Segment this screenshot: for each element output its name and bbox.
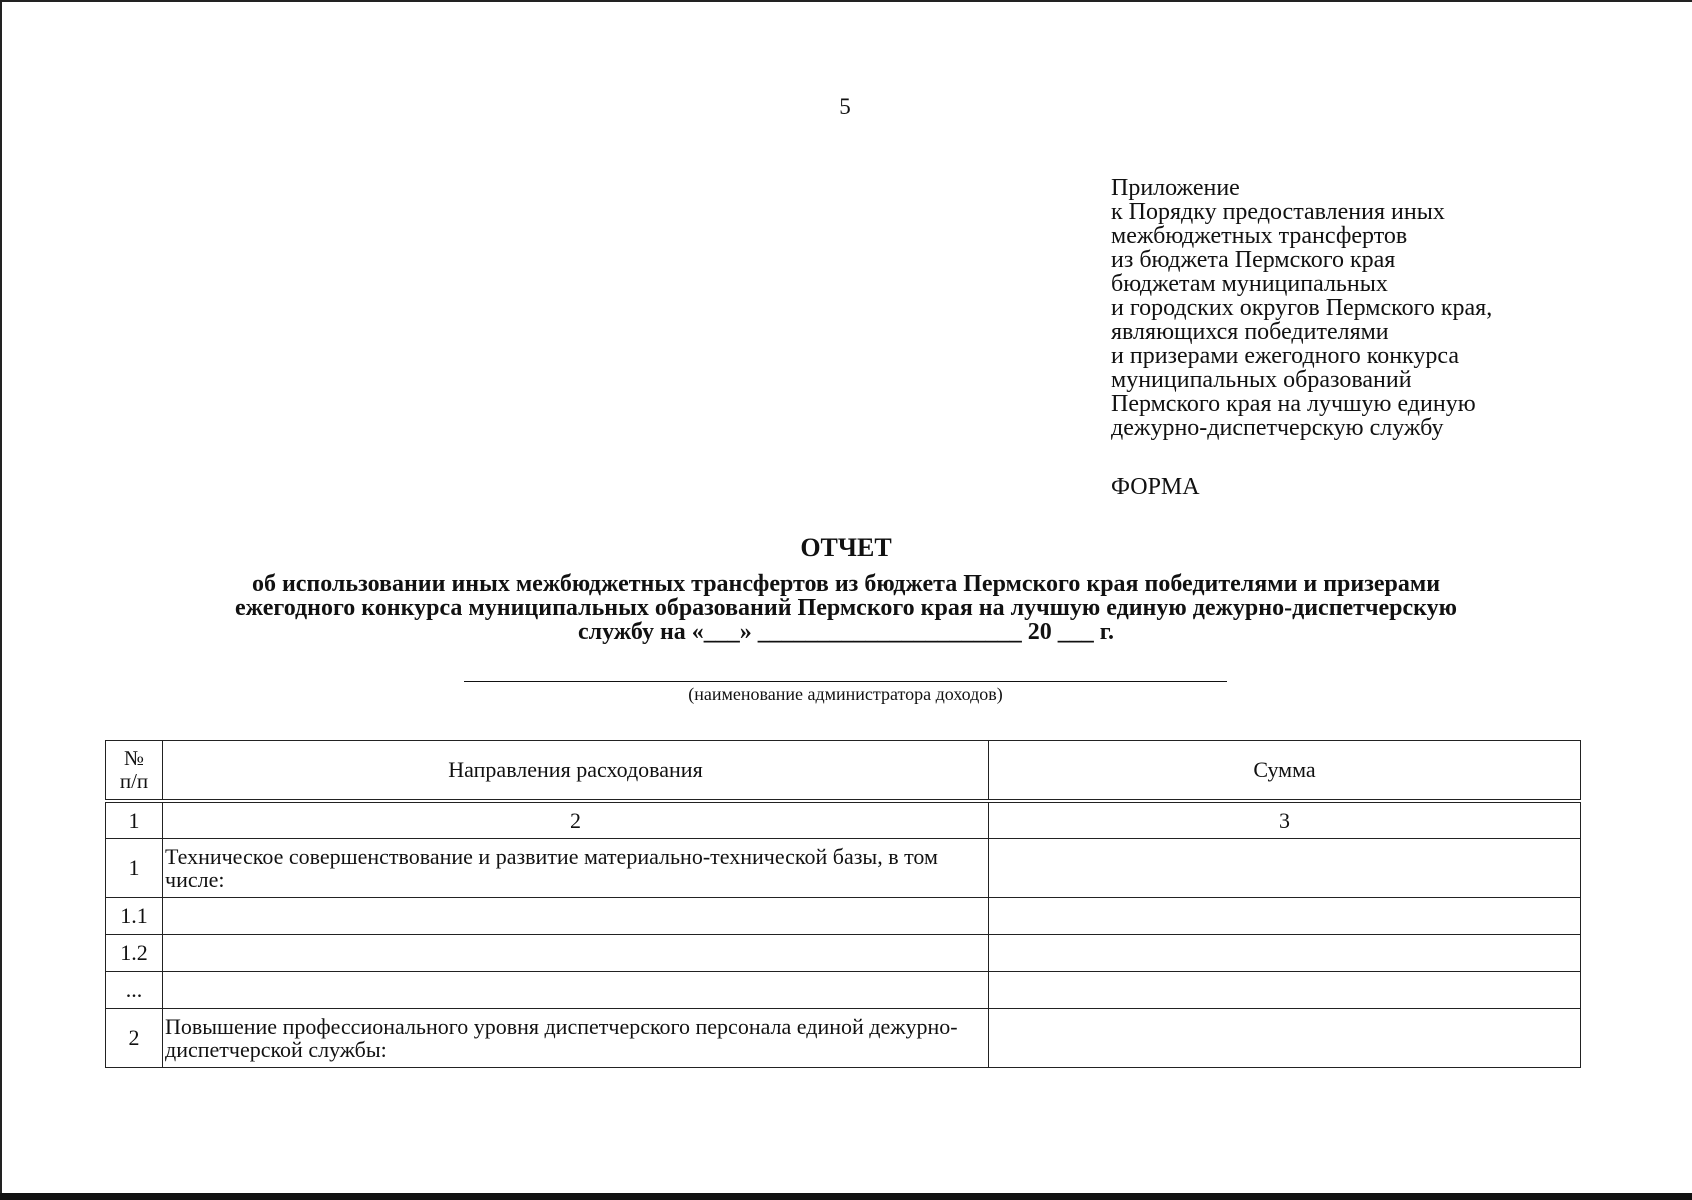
report-subtitle-line: об использовании иных межбюджетных трансфертов из бюджета Пермского края победителями и призерами <box>251 571 1441 597</box>
row-sum[interactable] <box>989 898 1581 935</box>
appendix-line: бюджетам муниципальных <box>1111 271 1388 297</box>
column-number: 2 <box>163 801 989 839</box>
row-direction[interactable] <box>163 898 989 935</box>
table-row <box>106 935 1581 972</box>
row-num: ... <box>106 972 163 1009</box>
appendix-line: являющихся победителями <box>1111 319 1389 345</box>
row-direction: Техническое совершенствование и развитие материально-технической базы, в том числе: <box>163 839 989 898</box>
row-sum[interactable] <box>989 839 1581 898</box>
appendix-line: муниципальных образований <box>1111 367 1412 393</box>
header-direction: Направления расходования <box>163 741 989 802</box>
table-header-row <box>106 741 1581 802</box>
header-num <box>106 741 163 802</box>
row-sum[interactable] <box>989 1009 1581 1068</box>
row-num: 1.2 <box>106 935 163 972</box>
scan-edge-top <box>0 0 1692 2</box>
row-num: 2 <box>106 1009 163 1068</box>
appendix-line: к Порядку предоставления иных <box>1111 199 1445 225</box>
row-sum[interactable] <box>989 935 1581 972</box>
appendix-line: и призерами ежегодного конкурса <box>1111 343 1459 369</box>
scan-edge-bottom <box>0 1193 1692 1200</box>
row-num: 1.1 <box>106 898 163 935</box>
table-row <box>106 898 1581 935</box>
table-row <box>106 972 1581 1009</box>
form-label: ФОРМА <box>1111 474 1200 500</box>
scan-edge-left <box>0 0 2 1200</box>
admin-caption: (наименование администратора доходов) <box>688 684 1003 704</box>
appendix-line: Пермского края на лучшую единую <box>1111 391 1476 417</box>
header-num-abbr: п/п <box>119 769 149 793</box>
column-number: 3 <box>989 801 1581 839</box>
row-direction[interactable] <box>163 972 989 1009</box>
report-table <box>105 740 1581 1068</box>
table-row <box>106 839 1581 898</box>
report-subtitle <box>100 572 1592 644</box>
appendix-line: дежурно-диспетчерскую службу <box>1111 415 1444 441</box>
row-num: 1 <box>106 839 163 898</box>
column-numbers-row <box>106 801 1581 839</box>
appendix-line: из бюджета Пермского края <box>1111 247 1396 273</box>
report-subtitle-line: ежегодного конкурса муниципальных образований Пермского края на лучшую единую дежурно-диспетчерскую <box>235 595 1457 621</box>
report-subtitle-line: службу на «___» ______________________ 20 ___ г. <box>578 619 1114 645</box>
appendix-line: Приложение <box>1111 175 1240 201</box>
header-sum: Сумма <box>989 741 1581 802</box>
appendix-line: и городских округов Пермского края, <box>1111 295 1493 321</box>
page-number: 5 <box>839 94 851 119</box>
table-row <box>106 1009 1581 1068</box>
appendix-line: межбюджетных трансфертов <box>1111 223 1408 249</box>
column-number: 1 <box>106 801 163 839</box>
row-sum[interactable] <box>989 972 1581 1009</box>
header-num-symbol: № <box>123 746 145 770</box>
report-title: ОТЧЕТ <box>800 533 892 562</box>
appendix-block <box>1111 176 1591 440</box>
admin-name-underline <box>464 681 1227 682</box>
row-direction: Повышение профессионального уровня диспетчерского персонала единой дежурно-диспетчерской службы: <box>163 1009 989 1068</box>
row-direction[interactable] <box>163 935 989 972</box>
